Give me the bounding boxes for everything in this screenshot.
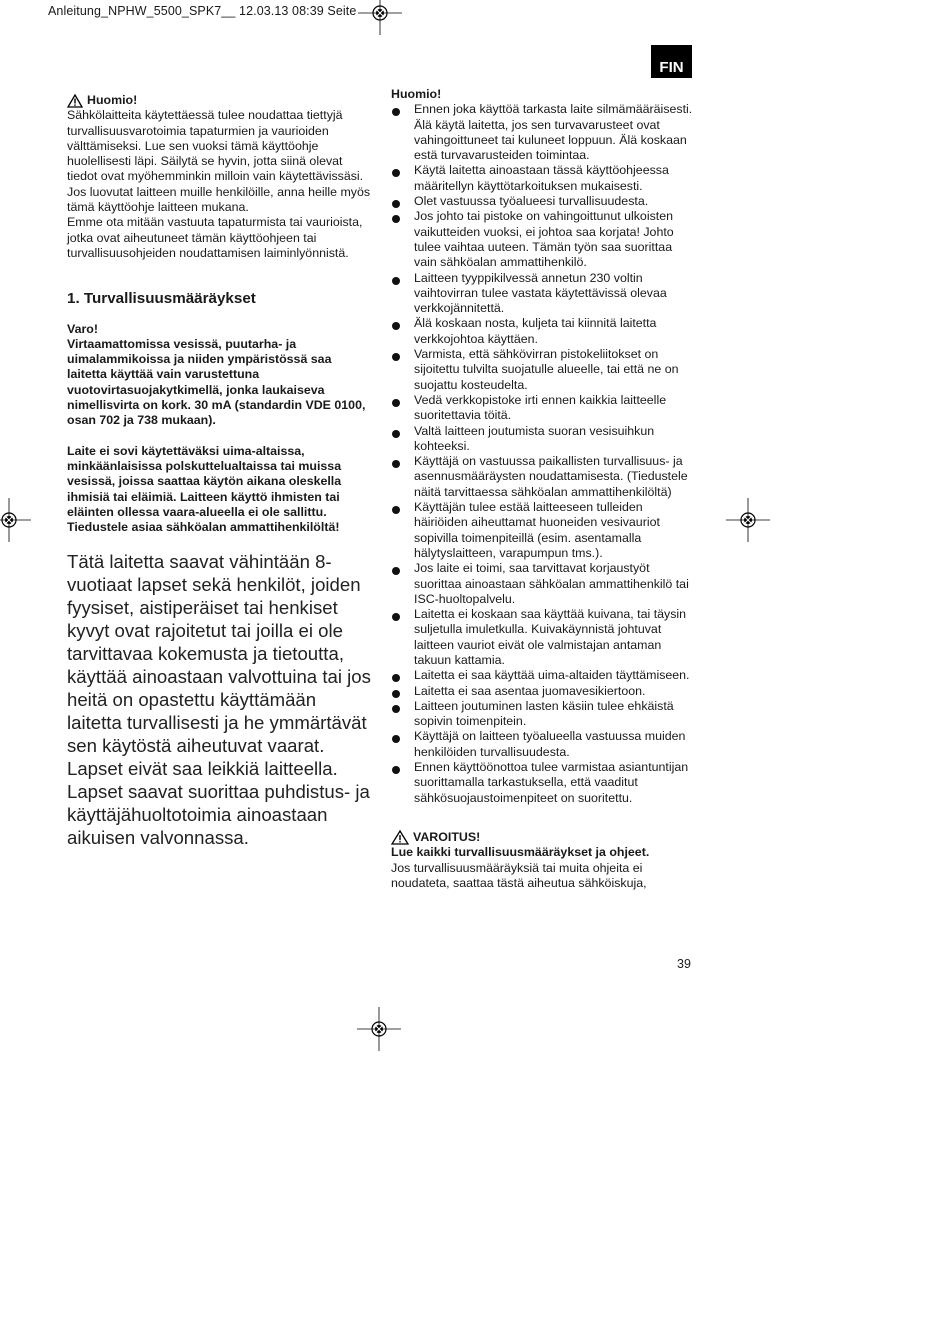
safety-list xyxy=(391,102,696,806)
list-item: Laitetta ei saa käyttää uima-altaiden täyttämiseen. xyxy=(391,668,696,683)
list-item: Laitetta ei koskaan saa käyttää kuivana, tai täysin suljetulla imuletkulla. Kuivakäynnistä johtuvat laitteen vauriot eivät ole valmistajan antaman takuun kattamia. xyxy=(391,607,696,668)
notice-heading: Huomio! xyxy=(391,87,442,101)
list-item: Jos johto tai pistoke on vahingoittunut ulkoisten vaikutteiden vuoksi, ei johtoa saa korjata! Johto tulee vaihtaa uuteen. Tämän työn saa suorittaa vain sähköalan ammattihenkilö. xyxy=(391,209,696,270)
list-item: Olet vastuussa työalueesi turvallisuudesta. xyxy=(391,194,696,209)
notice-paragraph: Emme ota mitään vastuuta tapaturmista tai vaurioista, jotka ovat aiheutuneet tämän käyttöohjeen tai turvallisuusohjeiden noudattamisen laiminlyönnistä. xyxy=(67,215,363,260)
list-item: Laitteen tyyppikilvessä annetun 230 voltin vaihtovirran tulee vastata käytettävissä olevaa verkkojännitettä. xyxy=(391,271,696,317)
list-item: Käyttäjä on vastuussa paikallisten turvallisuus- ja asennusmääräysten noudattamisesta. (Tiedustele näitä tarvittaessa sähköalan ammattihenkilöltä) xyxy=(391,454,696,500)
registration-mark-icon xyxy=(358,0,402,35)
notice-heading xyxy=(67,93,372,108)
list-item: Käyttäjä on laitteen työalueella vastuussa muiden henkilöiden turvallisuudesta. xyxy=(391,729,696,760)
right-column xyxy=(391,87,696,891)
warning-heading-label: VAROITUS! xyxy=(413,829,481,844)
list-item: Ennen käyttöönottoa tulee varmistaa asiantuntijan suorittamalla tarkastuksella, että vaaditut sähkösuojaustoimenpiteet on suoritettu. xyxy=(391,760,696,806)
warning-subheading: Lue kaikki turvallisuusmääräykset ja ohjeet. xyxy=(391,845,650,860)
list-item: Jos laite ei toimi, saa tarvittavat korjaustyöt suorittaa ainoastaan sähköalan ammattihenkilö tai ISC-huoltopalvelu. xyxy=(391,561,696,607)
caution-text: Virtaamattomissa vesissä, puutarha- ja uimalammikoissa ja niiden ympäristössä saa laitetta käyttää vain varustettuna vuotovirtasuojakytkimellä, jonka laukaiseva nimellisvirta on kork. 30 mA (standardin VDE 0100, osan 702 ja 738 mukaan). xyxy=(67,336,366,428)
warning-triangle-icon xyxy=(391,830,409,845)
notice-paragraph: Sähkölaitteita käytettäessä tulee noudattaa tiettyjä turvallisuusvarotoimia tapaturmien ja vaurioiden välttämiseksi. Lue sen vuoksi tämä käyttöohje huolellisesti läpi. Säilytä se hyvin, jotta siinä olevat tiedot ovat myöhemminkin milloin vain käytettävissäsi. Jos luovutat laitteen muille henkilöille, anna heille myös tämä käyttöohje laitteen mukana. xyxy=(67,108,371,215)
left-column xyxy=(67,93,372,849)
warning-heading xyxy=(391,830,696,845)
registration-mark-icon xyxy=(0,498,31,542)
children-notice: Tätä laitetta saavat vähintään 8-vuotiaat lapset sekä henkilöt, joiden fyysiset, aistiperäiset tai henkiset kyvyt ovat rajoitetut tai joilla ei ole tarvittavaa kokemusta ja tietoutta, käyttää ainoastaan valvottuina tai jos heitä on opastettu käyttämään laitetta turvallisesti ja he ymmärtävät sen käytöstä aiheutuvat vaarat. Lapset eivät saa leikkiä laitteella. Lapset saavat suorittaa puhdistus- ja käyttäjähuoltotoimia ainoastaan aikuisen valvonnassa. xyxy=(67,551,371,849)
pool-warning: Laite ei sovi käytettäväksi uima-altaissa, minkäänlaisissa polskuttelualtaissa tai muissa vesissä, joissa saattaa käytön aikana oleskella ihmisiä tai eläimiä. Laitteen käyttö ihmisten tai eläinten ollessa vaara-alueella ei ole sallittu. Tiedustele asiaa sähköalan ammattihenkilöltä! xyxy=(67,443,342,535)
registration-mark-icon xyxy=(357,1007,401,1051)
language-tab: FIN xyxy=(651,45,692,78)
list-item: Käytä laitetta ainoastaan tässä käyttöohjeessa määritellyn käyttötarkoituksen mukaisesti. xyxy=(391,163,696,194)
caution-label: Varo! xyxy=(67,321,98,336)
list-item: Ennen joka käyttöä tarkasta laite silmämääräisesti. Älä käytä laitetta, jos sen turvavarusteet ovat vahingoittuneet tai kuluneet loppuun. Älä koskaan estä turvavarusteiden toimintaa. xyxy=(391,102,696,163)
list-item: Varmista, että sähkövirran pistokeliitokset on sijoitettu tulvilta suojatulle alueelle, tai että ne on suojattu kosteudelta. xyxy=(391,347,696,393)
list-item: Älä koskaan nosta, kuljeta tai kiinnitä laitetta verkkojohtoa käyttäen. xyxy=(391,316,696,347)
section-title: 1. Turvallisuusmääräykset xyxy=(67,290,256,308)
warning-triangle-icon xyxy=(67,94,83,108)
page-number: 39 xyxy=(677,957,691,971)
list-item: Vedä verkkopistoke irti ennen kaikkia laitteelle suoritettavia töitä. xyxy=(391,393,696,424)
registration-mark-icon xyxy=(726,498,770,542)
list-item: Käyttäjän tulee estää laitteeseen tulleiden häiriöiden aiheuttamat huoneiden vesivauriot sopivilla toimenpiteillä (esim. asentamalla hälytyslaitteen, varapumpun tms.). xyxy=(391,500,696,561)
file-header: Anleitung_NPHW_5500_SPK7__ 12.03.13 08:39 Seite xyxy=(48,4,357,18)
list-item: Laitteen joutuminen lasten käsiin tulee ehkäistä sopivin toimenpitein. xyxy=(391,699,696,730)
list-item: Valtä laitteen joutumista suoran vesisuihkun kohteeksi. xyxy=(391,424,696,455)
warning-text: Jos turvallisuusmääräyksiä tai muita ohjeita ei noudateta, saattaa tästä aiheutua sähköiskuja, xyxy=(391,860,647,890)
notice-heading-label: Huomio! xyxy=(87,93,138,107)
list-item: Laitetta ei saa asentaa juomavesikiertoon. xyxy=(391,684,696,699)
